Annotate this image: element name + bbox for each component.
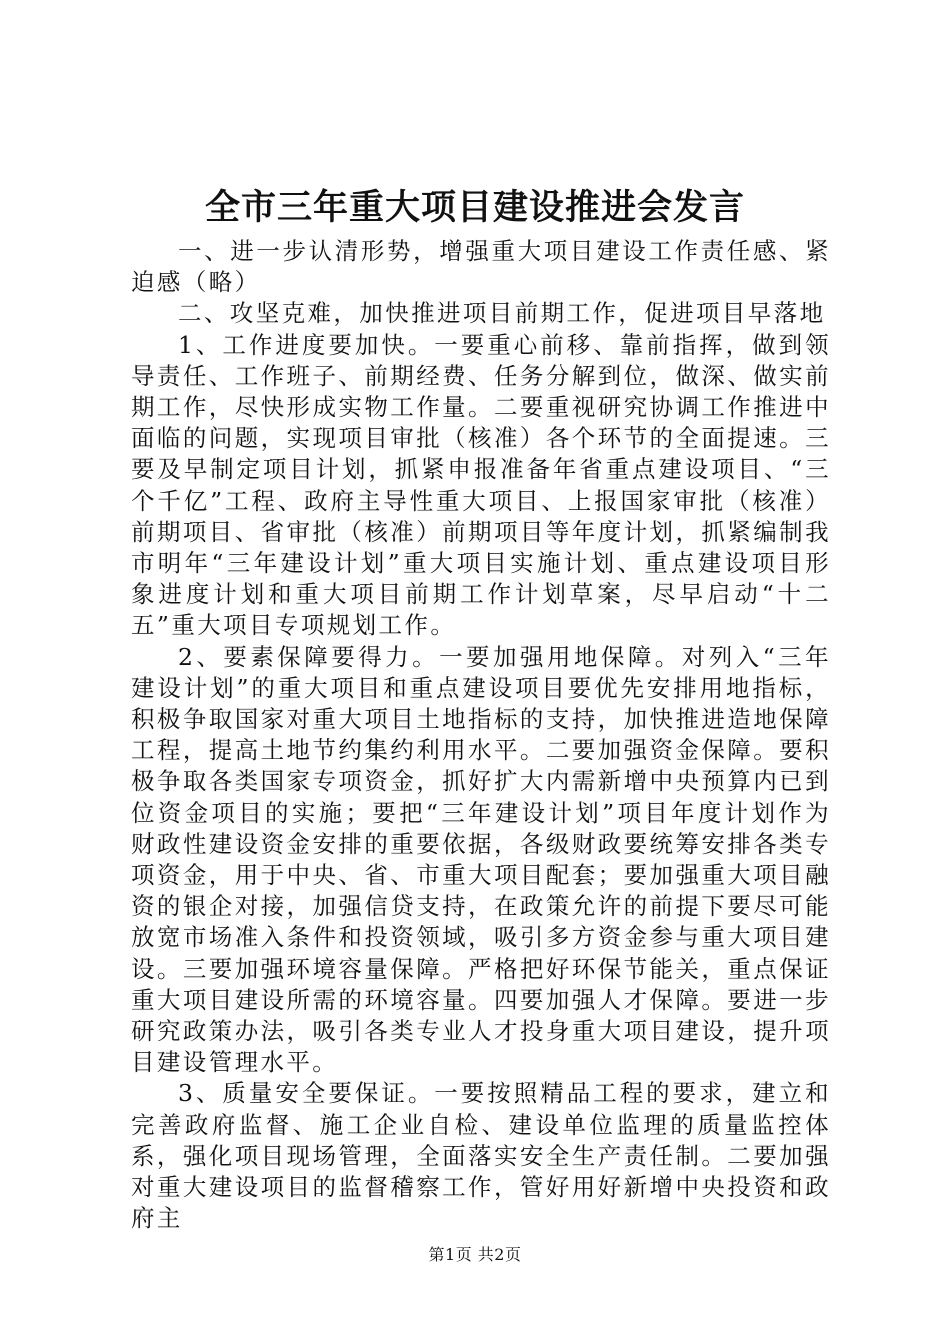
paragraph-1: 一、进一步认清形势，增强重大项目建设工作责任感、紧迫感（略） xyxy=(131,237,831,297)
page-footer: 第1页 共2页 xyxy=(428,1245,522,1264)
paragraph-3: 1、工作进度要加快。一要重心前移、靠前指挥，做到领导责任、工作班子、前期经费、任务分解到位，做深、做实前期工作，尽快形成实物工作量。二要重视研究协调工作推进中面临的问题，实现项目审批（核准）各个环节的全面提速。三要及早制定项目计划，抓紧申报准备年省重点建设项目、“三个千亿”工程、政府主导性重大项目、上报国家审批（核准）前期项目、省审批（核准）前期项目等年度计划，抓紧编制我市明年“三年建设计划”重大项目实施计划、重点建设项目形象进度计划和重大项目前期工作计划草案，尽早启动“十二五”重大项目专项规划工作。 xyxy=(131,330,831,640)
paragraph-2: 二、攻坚克难，加快推进项目前期工作，促进项目早落地 xyxy=(178,299,826,328)
paragraph-4: 2、要素保障要得力。一要加强用地保障。对列入“三年建设计划”的重大项目和重点建设项目要优先安排用地指标，积极争取国家对重大项目土地指标的支持，加快推进造地保障工程，提高土地节约集约利用水平。二要加强资金保障。要积极争取各类国家专项资金，抓好扩大内需新增中央预算内已到位资金项目的实施；要把“三年建设计划”项目年度计划作为财政性建设资金安排的重要依据，各级财政要统筹安排各类专项资金，用于中央、省、市重大项目配套；要加强重大项目融资的银企对接，加强信贷支持，在政策允许的前提下要尽可能放宽市场准入条件和投资领域，吸引多方资金参与重大项目建设。三要加强环境容量保障。严格把好环保节能关，重点保证重大项目建设所需的环境容量。四要加强人才保障。要进一步研究政策办法，吸引各类专业人才投身重大项目建设，提升项目建设管理水平。 xyxy=(131,642,831,1077)
paragraph-5: 3、质量安全要保证。一要按照精品工程的要求，建立和完善政府监督、施工企业自检、建设单位监理的质量监控体系，强化项目现场管理，全面落实安全生产责任制。二要加强对重大建设项目的监督稽察工作，管好用好新增中央投资和政府主 xyxy=(131,1079,831,1233)
document-body xyxy=(131,236,831,1235)
document-title: 全市三年重大项目建设推进会发言 xyxy=(204,187,745,228)
